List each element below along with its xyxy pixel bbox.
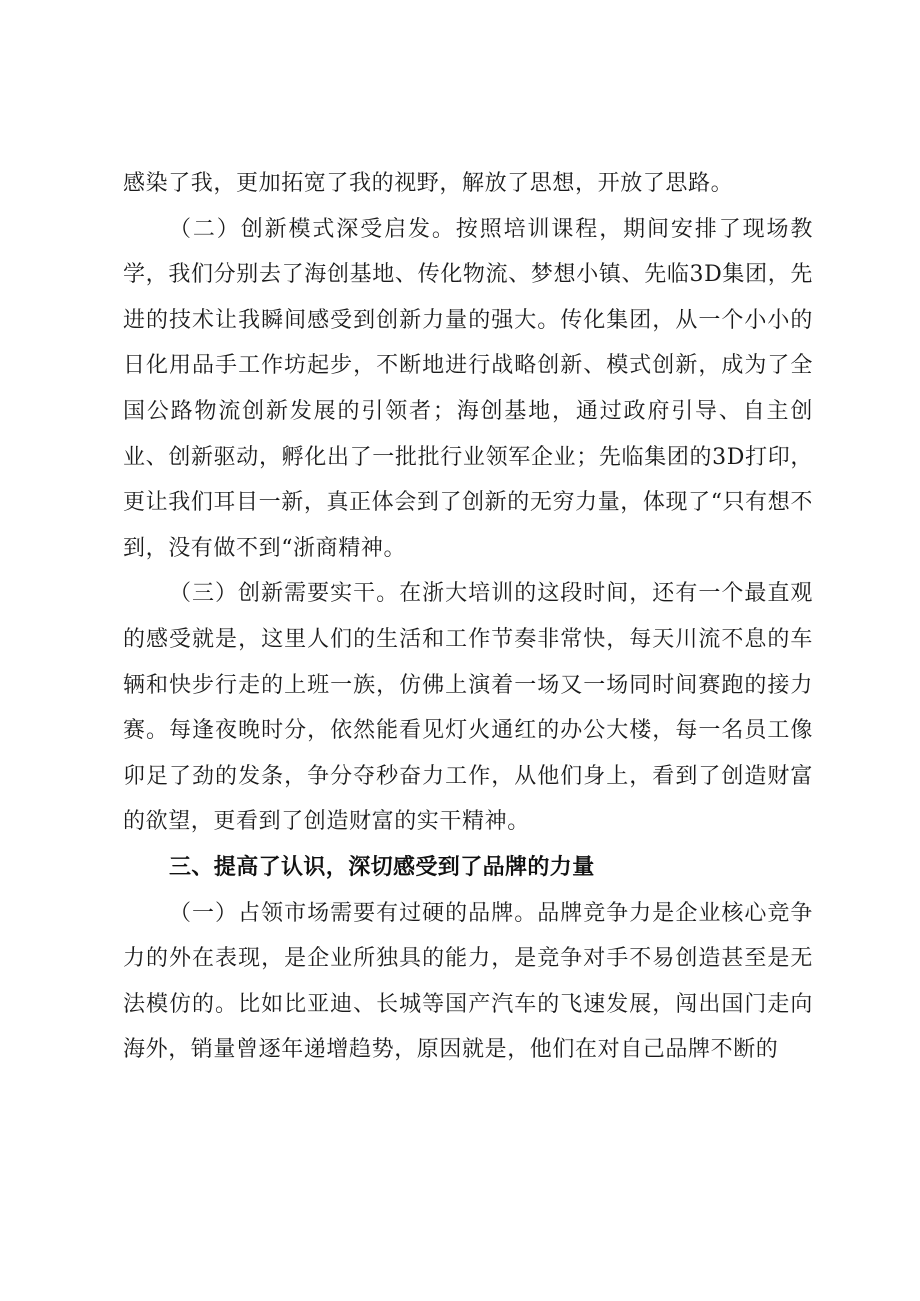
paragraph-innovation-hard-work: （三）创新需要实干。在浙大培训的这段时间，还有一个最直观的感受就是，这里人们的生活和工作节奏非常快，每天川流不息的车辆和快步行走的上班一族，仿佛上演着一场又一场同时间赛跑的接力赛。每逢夜晚时分，依然能看见灯火通红的办公大楼，每一名员工像卯足了劲的发条，争分夺秒奋力工作，从他们身上，看到了创造财富的欲望，更看到了创造财富的实干精神。 <box>123 581 813 835</box>
document-body <box>123 161 813 1073</box>
section-heading-brand: 三、提高了认识，深切感受到了品牌的力量 <box>169 854 595 880</box>
paragraph-market-brand: （一）占领市场需要有过硬的品牌。品牌竞争力是企业核心竞争力的外在表现，是企业所独具的能力，是竞争对手不易创造甚至是无法模仿的。比如比亚迪、长城等国产汽车的飞速发展，闯出国门走向海外，销量曾逐年递增趋势，原因就是，他们在对自己品牌不断的 <box>123 900 813 1063</box>
paragraph-innovation-model: （二）创新模式深受启发。按照培训课程，期间安排了现场教学，我们分别去了海创基地、传化物流、梦想小镇、先临3D集团，先进的技术让我瞬间感受到创新力量的强大。传化集团，从一个小小的日化用品手工作坊起步，不断地进行战略创新、模式创新，成为了全国公路物流创新发展的引领者；海创基地，通过政府引导、自主创业、创新驱动，孵化出了一批批行业领军企业；先临集团的3D打印，更让我们耳目一新，真正体会到了创新的无穷力量，体现了“只有想不到，没有做不到“浙商精神。 <box>123 216 813 561</box>
paragraph-continuation: 感染了我，更加拓宽了我的视野，解放了思想，开放了思路。 <box>123 171 734 196</box>
